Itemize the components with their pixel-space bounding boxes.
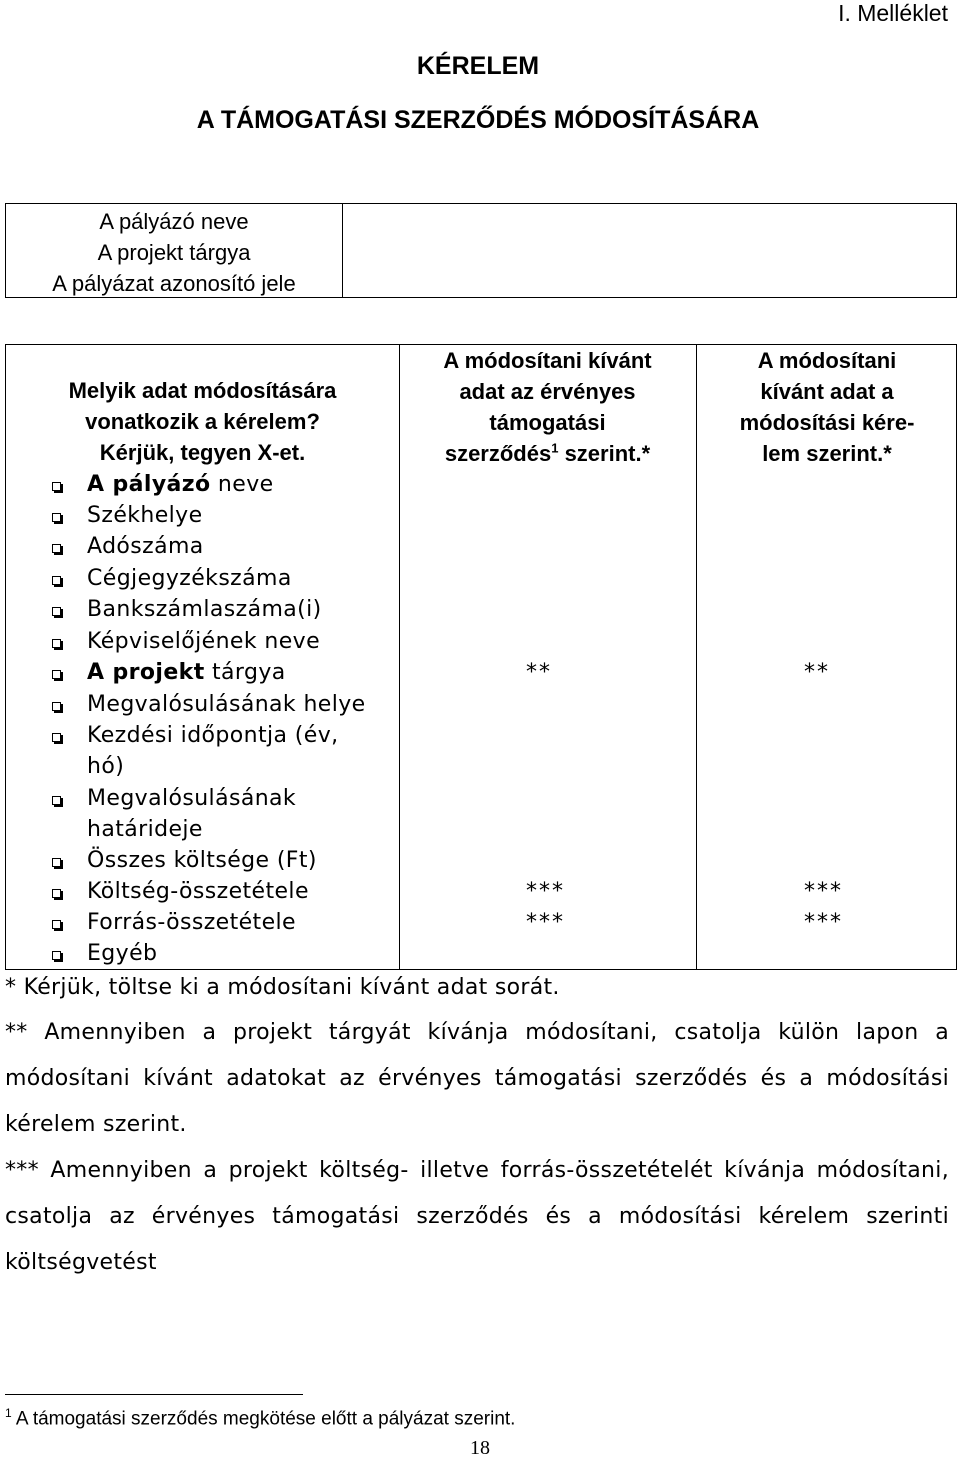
identity-table — [5, 203, 957, 298]
row-label: Egyéb — [87, 941, 158, 966]
modification-table — [5, 344, 957, 970]
applicant-name-label: A pályázó neve — [99, 209, 249, 234]
row-label: Költség-összetétele — [87, 879, 309, 904]
checkbox-icon[interactable] — [52, 513, 61, 522]
document-subtitle: A TÁMOGATÁSI SZERZŐDÉS MÓDOSÍTÁSÁRA — [196, 106, 760, 134]
footnote — [5, 1406, 515, 1430]
row-label: Székhelye — [87, 503, 203, 528]
application-id-label: A pályázat azonosító jele — [52, 271, 296, 296]
checkbox-icon[interactable] — [52, 544, 61, 553]
marker-current: ** — [526, 660, 552, 685]
marker-current: *** — [526, 910, 565, 935]
row-label: A pályázó neve — [87, 472, 274, 497]
column-header-current-data: A módosítani kívánt adat az érvényes támogatási szerződés$^1$ szerint.* — [443, 348, 652, 466]
row-label: Cégjegyzékszáma — [87, 566, 292, 591]
marker-requested: ** — [804, 660, 830, 685]
page-number: 18 — [470, 1437, 490, 1459]
column-header-select: Melyik adat módosítására vonatkozik a kérelem? Kérjük, tegyen X-et. — [68, 378, 337, 465]
identity-value-cell[interactable] — [343, 204, 956, 297]
checkbox-icon[interactable] — [52, 733, 61, 742]
project-subject-label: A projekt tárgya — [97, 240, 251, 265]
row-label: A projekt tárgya — [87, 660, 286, 685]
marker-current: *** — [526, 879, 565, 904]
row-label: Kezdési időpontja (év, hó) — [87, 723, 339, 779]
row-label: Bankszámlaszáma(i) — [87, 597, 322, 622]
checkbox-icon[interactable] — [52, 920, 61, 929]
checkbox-icon[interactable] — [52, 607, 61, 616]
note-triple-asterisk: *** Amennyiben a projekt költség- illetve forrás-összetételét kívánja módosítani, csatolja az érvényes támogatási szerződés és a módosítási kérelem szerinti költségvetést — [5, 1158, 949, 1275]
document-title: KÉRELEM — [416, 52, 540, 80]
marker-requested: *** — [804, 910, 843, 935]
note-double-asterisk: ** Amennyiben a projekt tárgyát kívánja módosítani, csatolja külön lapon a módosítani kívánt adatokat az érvényes támogatási szerződés és a módosítási kérelem szerint. — [5, 1020, 949, 1137]
row-label: Forrás-összetétele — [87, 910, 296, 935]
identity-labels — [6, 204, 343, 297]
row-label: Összes költsége (Ft) — [87, 848, 317, 873]
marker-requested: *** — [804, 879, 843, 904]
row-label: Adószáma — [87, 534, 204, 559]
footnote-separator — [5, 1394, 303, 1395]
checkbox-icon[interactable] — [52, 639, 61, 648]
row-label: Képviselőjének neve — [87, 629, 321, 654]
checkbox-icon[interactable] — [52, 889, 61, 898]
footnote-number: 1 — [5, 1406, 12, 1420]
footnote-reference: 1 — [551, 440, 559, 456]
note-single-asterisk: * Kérjük, töltse ki a módosítani kívánt adat sorát. — [5, 975, 560, 1000]
checkbox-icon[interactable] — [52, 796, 61, 805]
checkbox-icon[interactable] — [52, 702, 61, 711]
checkbox-icon[interactable] — [52, 670, 61, 679]
row-label: Megvalósulásának határideje — [87, 786, 297, 842]
checkbox-icon[interactable] — [52, 951, 61, 960]
checkbox-icon[interactable] — [52, 576, 61, 585]
checkbox-icon[interactable] — [52, 858, 61, 867]
checkbox-icon[interactable] — [52, 482, 61, 491]
column-header-requested-data: A módosítani kívánt adat a módosítási kére- lem szerint.* — [739, 348, 915, 466]
annex-label: I. Melléklet — [838, 0, 948, 26]
row-label: Megvalósulásának helye — [87, 692, 366, 717]
footnote-text: A támogatási szerződés megkötése előtt a pályázat szerint. — [11, 1408, 516, 1430]
